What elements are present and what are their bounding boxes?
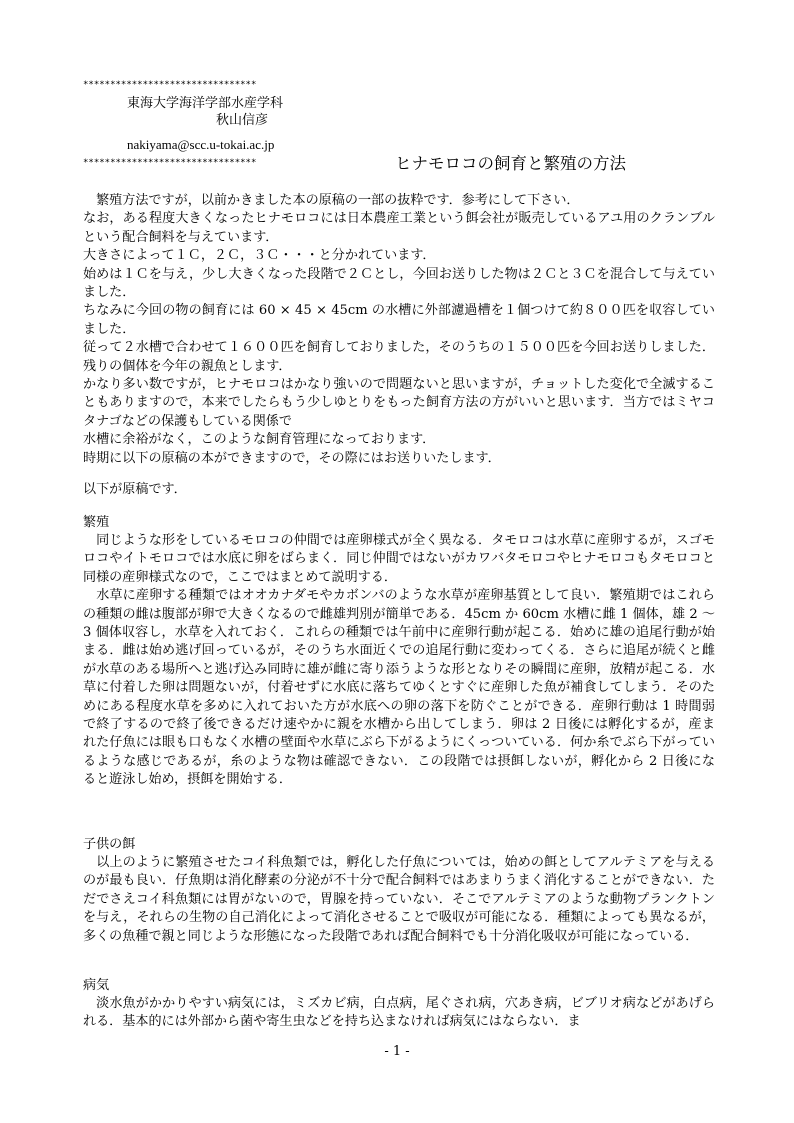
transition-text: 以下が原稿です． — [83, 482, 187, 497]
intro-paragraph: かなり多い数ですが，ヒナモロコはかなり強いので問題ないと思いますが，チョットした変化で全滅することもありますので，本来でしたらもう少しゆとりをもった飼育方法の方がいいと思います．当方ではミヤコタナゴなどの保護もしている関係で — [83, 377, 715, 429]
affiliation: 東海大学海洋学部水産学科 — [127, 96, 284, 111]
intro-paragraph: 始めは１Ｃを与え，少し大きくなった段階で２Ｃとし，今回お送りした物は２Ｃと３Ｃを混合して与えていました． — [83, 266, 715, 301]
section-paragraph: 以上のように繁殖させたコイ科魚類では，孵化した仔魚については，始めの餌としてアルテミアを与えるのが最も良い．仔魚期は消化酵素の分泌が不十分で配合飼料ではあまりうまく消化することができない．ただでさえコイ科魚類には胃がないので，胃腺を持っていない．そこでアルテミアのような動物プランクトンを与え，それらの生物の自己消化によって消化させることで吸収が可能になる．種類によっても異なるが，多くの魚種で親と同じような形態になった段階であれば配合飼料でも十分消化吸収が可能になっている． — [83, 855, 715, 944]
separator-stars-top: ******************************** — [83, 80, 257, 90]
intro-paragraph: なお，ある程度大きくなったヒナモロコには日本農産工業という餌会社が販売しているアユ用のクランブルという配合飼料を与えています． — [83, 211, 715, 245]
document-title: ヒナモロコの飼育と繁殖の方法 — [395, 154, 626, 173]
section-paragraph: 同じような形をしているモロコの仲間では産卵様式が全く異なる．タモロコは水草に産卵するが，スゴモロコやイトモロコでは水底に卵をばらまく．同じ仲間ではないがカワバタモロコやヒナモロコもタモロコと同様の産卵様式なので，ここではまとめて説明する． — [83, 533, 715, 585]
section-paragraph: 水草に産卵する種類ではオオカナダモやカボンバのような水草が産卵基質として良い．繁殖期ではこれらの種類の雌は腹部が卵で大きくなるので雌雄判別が簡単である．45cm か 60cm 水槽に雌 1 個体，雄 2 ～ 3 個体収容し，水草を入れておく．これらの種類では午前中に産卵行動が起こる．始めに雄の追尾行動が始まる．雌は始め逃げ回っているが，そのうち水面近くでの追尾行動に変わってくる．さらに追尾が続くと雌が水草のある場所へと逃げ込み同時に雄が雌に寄り添うような形となりその瞬間に産卵，放精が起こる．水草に付着した卵は問題ないが，付着せずに水底に落ちてゆくとすぐに産卵した魚が補食してしまう．そのためにある程度水草を多めに入れておいた方が水底への卵の落下を防ぐことができる．産卵行動は 1 時間弱で終了するので終了後できるだけ速やかに親を水槽から出してしまう．卵は 2 日後には孵化するが，産まれた仔魚には眼も口もなく水槽の壁面や水草にぶら下がるようにくっついている．何か糸でぶら下がっているような感じであるが，糸のような物は確認できない．この段階では摂餌しないが，孵化から 2 日後になると遊泳し始め，摂餌を開始する． — [83, 588, 715, 788]
section-body-disease — [83, 995, 715, 1032]
section-heading-breeding: 繁殖 — [83, 515, 110, 530]
section-heading-fry-food: 子供の餌 — [83, 837, 136, 852]
page-number: - 1 - — [384, 1044, 410, 1059]
separator-stars-bottom: ******************************** — [83, 158, 257, 168]
intro-paragraph: 従って２水槽で合わせて１６００匹を飼育しておりました，そのうちの１５００匹を今回お送りしました．残りの個体を今年の親魚とします． — [83, 340, 715, 374]
section-body-fry-food — [83, 854, 715, 946]
author-email: nakiyama@scc.u-tokai.ac.jp — [127, 137, 275, 152]
intro-paragraph: 水槽に余裕がなく，このような飼育管理になっております． — [83, 432, 436, 448]
intro-paragraph: 時期に以下の原稿の本ができますので，その際にはお送りいたします． — [83, 450, 501, 466]
intro-paragraph: 大きさによって１Ｃ，２Ｃ，３Ｃ・・・と分かれています． — [83, 248, 436, 264]
section-body-breeding — [83, 532, 715, 790]
author-name: 秋山信彦 — [216, 113, 269, 128]
intro-paragraph: 繁殖方法ですが，以前かきました本の原稿の一部の抜粋です．参考にして下さい． — [83, 193, 580, 208]
intro-block — [83, 192, 715, 468]
intro-paragraph: ちなみに今回の物の飼育には 60 × 45 × 45cm の水槽に外部濾過槽を１個つけて約８００匹を収容していました． — [83, 303, 715, 337]
section-heading-disease: 病気 — [83, 978, 110, 993]
section-paragraph: 淡水魚がかかりやすい病気には，ミズカビ病，白点病，尾ぐされ病，穴あき病，ビブリオ病などがあげられる．基本的には外部から菌や寄生虫などを持ち込まなければ病気にはならない．ま — [83, 996, 715, 1030]
